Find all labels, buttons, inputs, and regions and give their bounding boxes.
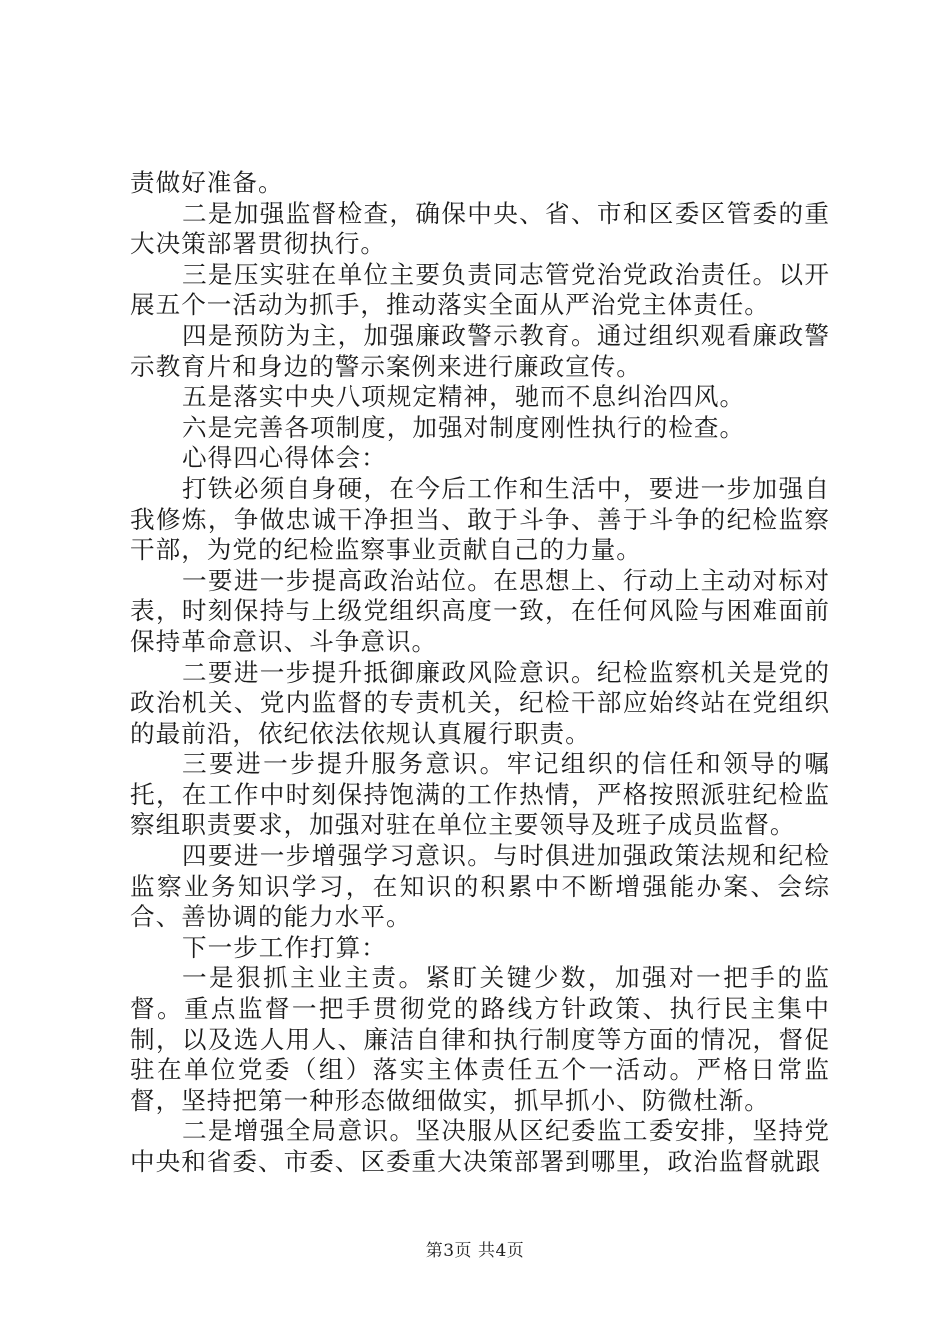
paragraph: 二是加强监督检查，确保中央、省、市和区委区管委的重大决策部署贯彻执行。 (130, 198, 830, 259)
paragraph: 四要进一步增强学习意识。与时俱进加强政策法规和纪检监察业务知识学习，在知识的积累中不断增强能办案、会综合、善协调的能力水平。 (130, 841, 830, 932)
paragraph: 六是完善各项制度，加强对制度刚性执行的检查。 (182, 412, 746, 442)
paragraph: 五是落实中央八项规定精神，驰而不息纠治四风。 (182, 382, 746, 412)
paragraph: 三要进一步提升服务意识。牢记组织的信任和领导的嘱托，在工作中时刻保持饱满的工作热情，严格按照派驻纪检监察组职责要求，加强对驻在单位主要领导及班子成员监督。 (130, 749, 830, 840)
paragraph: 打铁必须自身硬，在今后工作和生活中，要进一步加强自我修炼，争做忠诚干净担当、敢于斗争、善于斗争的纪检监察干部，为党的纪检监察事业贡献自己的力量。 (130, 473, 830, 565)
paragraph: 责做好准备。 (130, 168, 284, 197)
page-number-footer: 第3页 共4页 (425, 1241, 525, 1261)
section-heading: 心得四心得体会： (182, 443, 387, 473)
paragraph: 四是预防为主，加强廉政警示教育。通过组织观看廉政警示教育片和身边的警示案例来进行廉政宣传。 (130, 320, 830, 381)
paragraph: 一是狠抓主业主责。紧盯关键少数，加强对一把手的监督。重点监督一把手贯彻党的路线方针政策、执行民主集中制，以及选人用人、廉洁自律和执行制度等方面的情况，督促驻在单位党委（组）落实主体责任五个一活动。严格日常监督，坚持把第一种形态做细做实，抓早抓小、防微杜渐。 (130, 963, 830, 1115)
document-body (130, 168, 830, 1178)
section-heading: 下一步工作打算： (182, 932, 387, 962)
paragraph: 一要进一步提高政治站位。在思想上、行动上主动对标对表，时刻保持与上级党组织高度一致，在任何风险与困难面前保持革命意识、斗争意识。 (130, 565, 830, 656)
paragraph: 二要进一步提升抵御廉政风险意识。纪检监察机关是党的政治机关、党内监督的专责机关，纪检干部应始终站在党组织的最前沿，依纪依法依规认真履行职责。 (130, 657, 830, 748)
paragraph: 三是压实驻在单位主要负责同志管党治党政治责任。以开展五个一活动为抓手，推动落实全面从严治党主体责任。 (130, 259, 830, 320)
paragraph: 二是增强全局意识。坚决服从区纪委监工委安排，坚持党中央和省委、市委、区委重大决策部署到哪里，政治监督就跟 (130, 1116, 830, 1176)
